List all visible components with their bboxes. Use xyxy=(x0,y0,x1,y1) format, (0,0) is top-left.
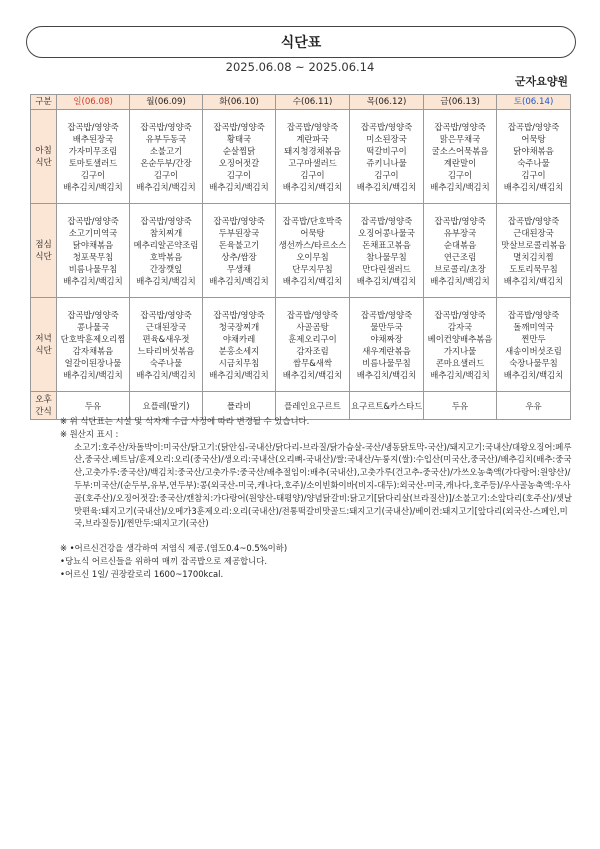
dish-item: 비름나물무침 xyxy=(68,263,118,274)
menu-cell xyxy=(57,110,130,204)
day-header: 화(06.10) xyxy=(203,95,276,110)
menu-cell xyxy=(130,298,203,392)
menu-cell xyxy=(276,298,350,392)
meal-label: 저녁 식단 xyxy=(31,298,57,392)
table-header-row xyxy=(31,95,571,110)
dish-item: 느타리버섯볶음 xyxy=(137,345,195,356)
dish-item: 잡곡밥/영양죽 xyxy=(360,309,413,320)
menu-cell xyxy=(203,298,276,392)
dish-item: 배추김치/백김치 xyxy=(503,275,564,286)
meal-label: 오후 간식 xyxy=(31,392,57,420)
day-header: 일(06.08) xyxy=(57,95,130,110)
dish-item: 배추김치/백김치 xyxy=(209,181,269,192)
menu-cell xyxy=(350,110,424,204)
dish-item: 닭야채볶음 xyxy=(513,145,554,156)
dish-item: 김구이 xyxy=(447,169,473,180)
menu-period: 2025.06.08 ~ 2025.06.14 xyxy=(225,60,375,74)
dish-item: 호박볶음 xyxy=(149,251,183,262)
day-header: 목(06.12) xyxy=(350,95,424,110)
dish-item: 김구이 xyxy=(300,169,325,180)
dish-item: 비름나물무침 xyxy=(362,357,411,368)
dish-item: 감자국 xyxy=(447,321,473,332)
dish-item: 배추김치/백김치 xyxy=(503,369,564,380)
dish-item: 고구마샐러드 xyxy=(288,157,337,168)
dish-item: 숙주나물 xyxy=(149,357,183,368)
health-note-2: •당뇨식 어르신들을 위하여 매끼 잡곡밥으로 제공합니다. xyxy=(60,555,267,566)
dish-item: 배추김치/백김치 xyxy=(356,275,417,286)
health-note-3: •어르신 1일/ 권장칼로리 1600~1700kcal. xyxy=(60,568,224,579)
dish-item: 잡곡밥/영양죽 xyxy=(213,215,265,226)
dish-item: 물만두국 xyxy=(370,321,403,332)
dish-item: 잡곡밥/영양죽 xyxy=(286,309,339,320)
menu-cell xyxy=(276,204,350,298)
dish-item: 잡곡밥/영양죽 xyxy=(507,215,560,226)
dish-item: 간장깻잎 xyxy=(149,263,183,274)
dish-item: 굴소스어묵볶음 xyxy=(431,145,489,156)
dish-item: 편육&새우젓 xyxy=(142,333,190,344)
dish-item: 토마토샐러드 xyxy=(68,157,118,168)
dish-item: 두유 xyxy=(84,400,102,411)
dish-item: 돈채표고볶음 xyxy=(362,239,411,250)
dish-item: 잡곡밥/영양죽 xyxy=(140,309,192,320)
dish-item: 가지나물 xyxy=(443,345,477,356)
menu-cell xyxy=(424,110,497,204)
meal-row xyxy=(31,298,571,392)
corner-label: 구분 xyxy=(31,95,57,110)
dish-item: 야채카레 xyxy=(222,333,256,344)
dish-item: 김구이 xyxy=(80,169,106,180)
dish-item: 야채짜장 xyxy=(370,333,403,344)
dish-item: 돌깨미역국 xyxy=(513,321,554,332)
dish-item: 오징어젓갈 xyxy=(218,157,260,168)
dish-item: 두부된장국 xyxy=(218,227,260,238)
dish-item: 배추김치/백김치 xyxy=(63,369,123,380)
dish-item: 잡곡밥/영양죽 xyxy=(434,215,486,226)
dish-item: 배추김치/백김치 xyxy=(503,181,564,192)
menu-cell xyxy=(424,204,497,298)
dish-item: 참치찌개 xyxy=(149,227,183,238)
dish-item: 잡곡밥/영양죽 xyxy=(140,215,192,226)
dish-item: 오징어콩나물국 xyxy=(358,227,415,238)
dish-item: 잡곡밥/영양죽 xyxy=(67,121,119,132)
dish-item: 베이컨양배추볶음 xyxy=(427,333,493,344)
dish-item: 떡갈비구이 xyxy=(366,145,407,156)
dish-item: 김구이 xyxy=(521,169,546,180)
health-note-1: ※ •어르신건강을 생각하여 저염식 제공.(염도0.4~0.5%이하) xyxy=(60,543,288,554)
dish-item: 생선까스/타르소스 xyxy=(278,239,347,250)
dish-item: 숙주나물 xyxy=(517,157,550,168)
menu-title-box xyxy=(26,26,576,58)
dish-item: 단무지무침 xyxy=(292,263,333,274)
dish-item: 김구이 xyxy=(153,169,179,180)
dish-item: 돼지청경채볶음 xyxy=(284,145,341,156)
menu-cell xyxy=(424,298,497,392)
origin-text: 소고기:호주산/차돌박이:미국산/닭고기:(닭안심-국내산/닭다리-브라질/닭가슴살-국산/냉동닭토막-국산)/돼지고기:국내산/대왕오징어:페루산,중국산.베트남/훈제오리:오리(중국산)/생오리:국내산(오리뼈-국내산)/쌀:국내산/누룽지(쌀):수입산(미국산,중국산)/배추김치(배추:중국산,고춧가루:중국산)/백김치:중국산/고춧가루:중국산/배추절임이:배추(국내산),고춧가루(건고추-중국산)/가쓰오농축액(가다랑어:원양산)/두부:미국산/(순두부,유부,연두부):콩(외국산-미국,캐나다,호주)/소이빈화이바(비지-대두):외국산-미국,캐나다,호주등)/우사골농축액:우사골(호주산)/오징어젓갈:중국산/캔참치:가다랑어(원양산-태평양)/양념닭갈비:닭고기[닭다리살(브라질산)]/소불고기:소앞다리(호주산)/셋날맛편육:돼지고기(국내산)/오메가3훈제오리:오리(국내산)/전통떡갈비맛골드:돼지고기(국내산)/베이컨:돼지고기[앞다리(외국산-스페인,미국,브라질등)]/찐만두:돼지고기(국산) xyxy=(74,441,572,529)
dish-item: 순대볶음 xyxy=(443,239,477,250)
dish-item: 소고기미역국 xyxy=(68,227,118,238)
dish-item: 잡곡밥/영양죽 xyxy=(507,121,560,132)
dish-item: 콩나물국 xyxy=(76,321,110,332)
dish-item: 오이무침 xyxy=(296,251,329,262)
dish-item: 브로콜리/초장 xyxy=(434,263,486,274)
dish-item: 콘마요샐러드 xyxy=(435,357,485,368)
meal-row xyxy=(31,204,571,298)
dish-item: 계란말이 xyxy=(443,157,477,168)
menu-cell xyxy=(276,110,350,204)
menu-cell xyxy=(57,204,130,298)
dish-item: 메추리알곤약조림 xyxy=(133,239,199,250)
dish-item: 어묵탕 xyxy=(521,133,546,144)
dish-item: 잡곡밥/영양죽 xyxy=(507,309,560,320)
dish-item: 근대된장국 xyxy=(513,227,554,238)
dish-item: 단호박훈제오리찜 xyxy=(60,333,126,344)
dish-item: 참나물무침 xyxy=(366,251,407,262)
day-header: 수(06.11) xyxy=(276,95,350,110)
change-notice: ※ 위 식단표는 시설 및 식자재 수급 사정에 따라 변경될 수 있습니다. xyxy=(60,416,310,426)
dish-item: 근대된장국 xyxy=(145,321,187,332)
dish-item: 요구르트&카스타드 xyxy=(351,400,423,411)
dish-item: 감자채볶음 xyxy=(72,345,114,356)
dish-item: 잡곡밥/영양죽 xyxy=(67,215,119,226)
dish-item: 배추김치/백김치 xyxy=(63,275,123,286)
menu-cell xyxy=(497,204,571,298)
dish-item: 사골곰탕 xyxy=(296,321,329,332)
dish-item: 두유 xyxy=(451,400,469,411)
dish-item: 순살찜닭 xyxy=(222,145,256,156)
dish-item: 청포묵무침 xyxy=(72,251,114,262)
dish-item: 새우계란볶음 xyxy=(362,345,411,356)
dish-item: 배추김치/백김치 xyxy=(282,181,343,192)
meal-label: 점심 식단 xyxy=(31,204,57,298)
dish-item: 배추김치/백김치 xyxy=(136,275,196,286)
page-title: 식단표 xyxy=(280,35,322,51)
dish-item: 폴라비 xyxy=(226,400,252,411)
dish-item: 얼갈이된장나물 xyxy=(64,357,122,368)
notes-section xyxy=(60,415,572,581)
menu-cell xyxy=(497,110,571,204)
dish-item: 배추김치/백김치 xyxy=(136,181,196,192)
dish-item: 미소된장국 xyxy=(366,133,407,144)
dish-item: 멸치김치찜 xyxy=(513,251,554,262)
dish-item: 잡곡밥/영양죽 xyxy=(140,121,192,132)
dish-item: 배추김치/백김치 xyxy=(430,275,490,286)
dish-item: 맑은무채국 xyxy=(439,133,481,144)
organization-name: 군자요양원 xyxy=(514,75,568,88)
dish-item: 잡곡밥/영양죽 xyxy=(213,121,265,132)
dish-item: 청국장찌개 xyxy=(218,321,260,332)
dish-item: 돈육불고기 xyxy=(218,239,260,250)
dish-item: 도토리묵무침 xyxy=(509,263,558,274)
dish-item: 황태국 xyxy=(226,133,252,144)
dish-item: 우유 xyxy=(525,400,542,411)
dish-item: 잡곡밥/영양죽 xyxy=(360,215,413,226)
menu-cell xyxy=(350,204,424,298)
dish-item: 어묵탕 xyxy=(300,227,325,238)
dish-item: 새송이버섯조림 xyxy=(505,345,562,356)
day-header: 토(06.14) xyxy=(497,95,571,110)
dish-item: 배추김치/백김치 xyxy=(209,275,269,286)
dish-item: 잡곡밥/영양죽 xyxy=(434,121,486,132)
dish-item: 김구이 xyxy=(374,169,399,180)
dish-item: 시금치무침 xyxy=(218,357,260,368)
dish-item: 배추김치/백김치 xyxy=(63,181,123,192)
dish-item: 계란파국 xyxy=(296,133,329,144)
dish-item: 잡곡밥/영양죽 xyxy=(213,309,265,320)
menu-cell xyxy=(203,204,276,298)
dish-item: 분홍소세지 xyxy=(218,345,260,356)
dish-item: 배추김치/백김치 xyxy=(209,369,269,380)
dish-item: 유부장국 xyxy=(443,227,477,238)
dish-item: 잡곡밥/영양죽 xyxy=(434,309,486,320)
dish-item: 잡곡밥/영양죽 xyxy=(360,121,413,132)
dish-item: 숙장나물무침 xyxy=(509,357,558,368)
dish-item: 상추/쌈장 xyxy=(221,251,257,262)
weekly-menu-table xyxy=(30,94,571,420)
menu-cell xyxy=(350,298,424,392)
dish-item: 배추김치/백김치 xyxy=(430,369,490,380)
day-header: 금(06.13) xyxy=(424,95,497,110)
dish-item: 배추김치/백김치 xyxy=(282,369,343,380)
dish-item: 쌈무&새싹 xyxy=(293,357,332,368)
dish-item: 배추김치/백김치 xyxy=(136,369,196,380)
dish-item: 플레인요구르트 xyxy=(284,400,341,411)
dish-item: 찐만두 xyxy=(521,333,546,344)
dish-item: 훈제오리구이 xyxy=(288,333,337,344)
dish-item: 가자미무조림 xyxy=(68,145,118,156)
menu-cell xyxy=(130,110,203,204)
menu-cell xyxy=(203,110,276,204)
dish-item: 소불고기 xyxy=(149,145,183,156)
dish-item: 무생채 xyxy=(226,263,252,274)
dish-item: 감자조림 xyxy=(296,345,329,356)
dish-item: 배추김치/백김치 xyxy=(282,275,343,286)
dish-item: 맛살브로콜리볶음 xyxy=(501,239,566,250)
dish-item: 요플레(딸기) xyxy=(142,400,190,411)
dish-item: 김구이 xyxy=(226,169,252,180)
dish-item: 연근조림 xyxy=(443,251,477,262)
dish-item: 배추김치/백김치 xyxy=(356,369,417,380)
menu-cell xyxy=(130,204,203,298)
dish-item: 온순두부/간장 xyxy=(140,157,192,168)
dish-item: 배추김치/백김치 xyxy=(430,181,490,192)
dish-item: 닭야채볶음 xyxy=(72,239,114,250)
meal-label: 아침 식단 xyxy=(31,110,57,204)
dish-item: 배추된장국 xyxy=(72,133,114,144)
dish-item: 만다린샐러드 xyxy=(362,263,411,274)
dish-item: 잡곡밥/영양죽 xyxy=(67,309,119,320)
dish-item: 쥬키니나물 xyxy=(366,157,407,168)
dish-item: 배추김치/백김치 xyxy=(356,181,417,192)
dish-item: 잡곡밥/영양죽 xyxy=(286,121,339,132)
day-header: 월(06.09) xyxy=(130,95,203,110)
dish-item: 잡곡밥/단호박죽 xyxy=(282,215,343,226)
dish-item: 유부두동국 xyxy=(145,133,187,144)
table-body xyxy=(31,110,571,420)
menu-cell xyxy=(57,298,130,392)
menu-cell xyxy=(497,298,571,392)
origin-title: ※ 원산지 표시 : xyxy=(60,428,119,439)
meal-row xyxy=(31,110,571,204)
